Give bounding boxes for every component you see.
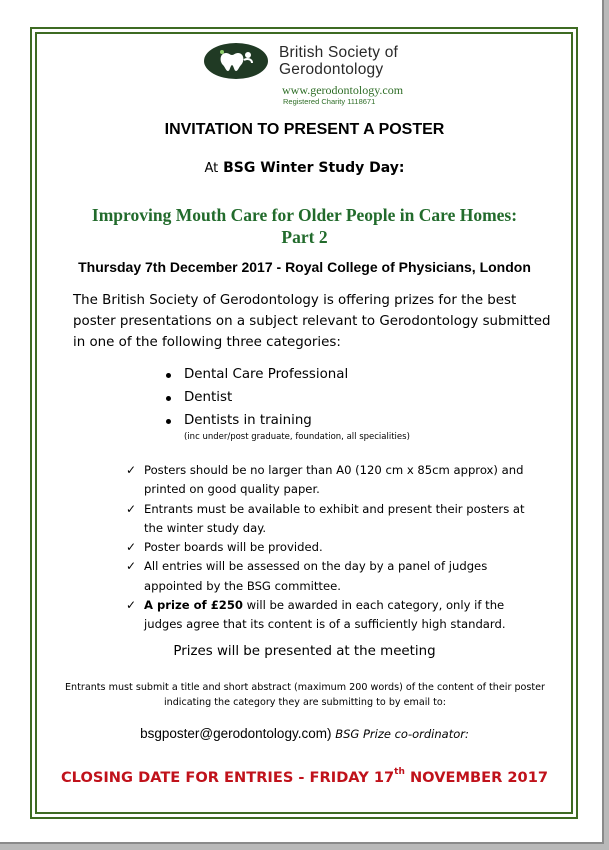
intro-paragraph: The British Society of Gerodontology is offering prizes for the best poster presentations on a subject relevant to Gerodontology submitted in one of the following three categories: bbox=[73, 293, 551, 350]
date-venue: Thursday 7th December 2017 - Royal College of Physicians, London bbox=[78, 259, 531, 275]
rule-item bbox=[126, 500, 526, 539]
check-icon: ✓ bbox=[126, 559, 137, 574]
closing-date-text: CLOSING DATE FOR ENTRIES - FRIDAY 17 bbox=[60, 769, 395, 786]
prizes-statement: Prizes will be presented at the meeting bbox=[173, 644, 436, 659]
event-title bbox=[0, 204, 609, 248]
organisation-name bbox=[279, 44, 398, 78]
event-title-line2: Part 2 bbox=[281, 227, 328, 247]
submission-instructions: Entrants must submit a title and short abstract (maximum 200 words) of the content of their poster indicating the category they are submitting to by email to: bbox=[64, 682, 546, 708]
rule-item bbox=[126, 538, 526, 557]
closing-date bbox=[0, 769, 609, 786]
rules-list bbox=[126, 461, 526, 635]
rule-text: Posters should be no larger than A0 (120 cm x 85cm approx) and printed on good quality paper. bbox=[144, 463, 524, 497]
subtitle-main: BSG Winter Study Day: bbox=[223, 160, 405, 176]
rule-text: All entries will be assessed on the day by a panel of judges appointed by the BSG committee. bbox=[144, 559, 488, 593]
rule-item bbox=[126, 461, 526, 500]
rule-text: will be awarded in each category, only if the judges agree that its content is of a sufficiently high standard. bbox=[144, 598, 506, 632]
charity-number: Registered Charity 1118671 bbox=[283, 97, 376, 106]
coordinator-role: BSG Prize co-ordinator: bbox=[335, 727, 469, 741]
email-line bbox=[0, 726, 609, 741]
closing-date-month: NOVEMBER 2017 bbox=[404, 769, 549, 786]
check-icon: ✓ bbox=[126, 540, 137, 555]
rule-item bbox=[126, 596, 526, 635]
bsg-logo-icon bbox=[204, 43, 268, 79]
organisation-name-line2: Gerodontology bbox=[279, 61, 384, 78]
rule-bold-text: A prize of £250 bbox=[144, 598, 243, 613]
category-item: Dentist bbox=[164, 388, 348, 411]
category-item: Dentists in training bbox=[164, 411, 348, 434]
event-title-line1: Improving Mouth Care for Older People in Care Homes: bbox=[91, 205, 518, 225]
category-item: Dental Care Professional bbox=[164, 365, 348, 388]
closing-date-ordinal: th bbox=[394, 767, 405, 778]
event-subtitle bbox=[0, 160, 609, 176]
submission-email[interactable]: bsgposter@gerodontology.com) bbox=[140, 726, 332, 741]
category-note: (inc under/post graduate, foundation, all specialities) bbox=[184, 432, 410, 442]
organisation-name-line1: British Society of bbox=[279, 44, 399, 61]
page-title: INVITATION TO PRESENT A POSTER bbox=[164, 121, 445, 138]
rule-text: Entrants must be available to exhibit and present their posters at the winter study day. bbox=[144, 501, 525, 535]
rule-text: Poster boards will be provided. bbox=[144, 540, 323, 555]
website-link[interactable]: www.gerodontology.com bbox=[282, 83, 404, 97]
check-icon: ✓ bbox=[126, 463, 137, 477]
check-icon: ✓ bbox=[126, 501, 137, 516]
check-icon: ✓ bbox=[126, 598, 137, 613]
rule-item bbox=[126, 557, 526, 596]
category-list bbox=[164, 365, 348, 434]
subtitle-prefix: At bbox=[204, 161, 219, 176]
